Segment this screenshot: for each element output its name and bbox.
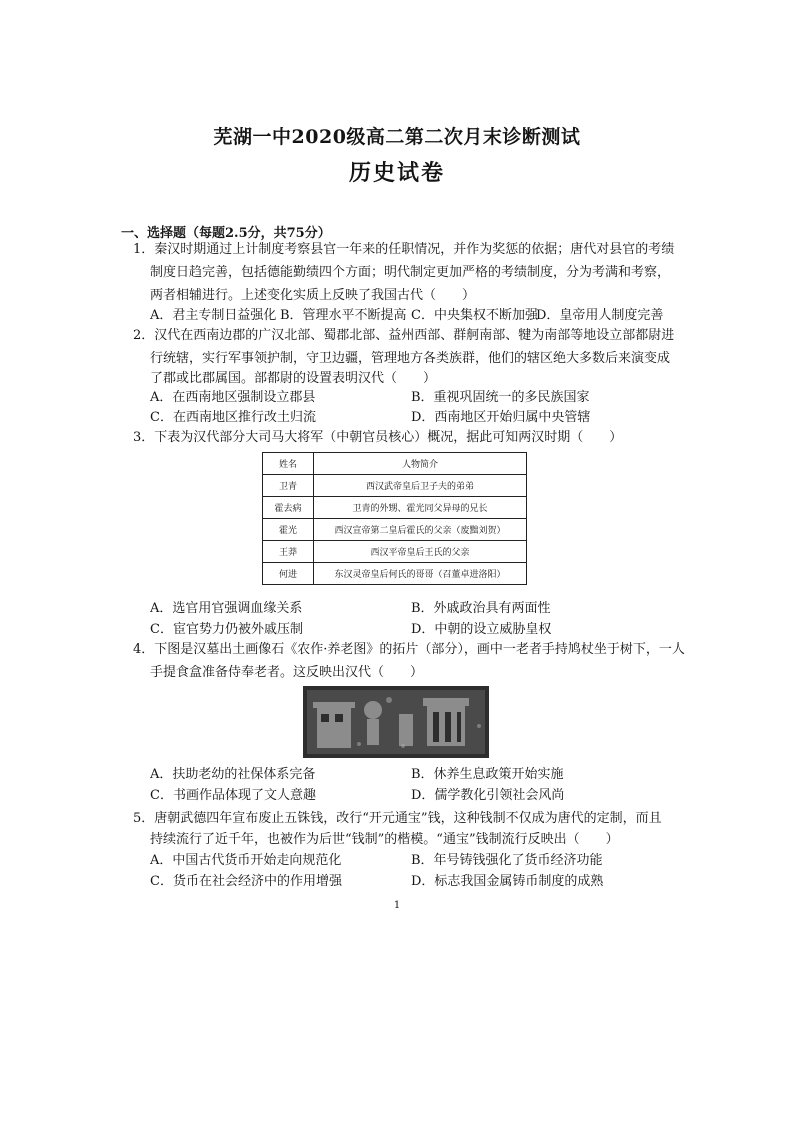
q2-option-d: D．西南地区开始归属中央管辖	[411, 410, 591, 425]
exam-title: 芜湖一中2020级高二第二次月末诊断测试	[213, 126, 581, 148]
q5-option-c: C．货币在社会经济中的作用增强	[150, 874, 342, 889]
q1-line-1: 1．秦汉时期通过上计制度考察县官一年来的任职情况，并作为奖惩的依据；唐代对县官的考绩	[133, 242, 675, 257]
table-cell-name: 何进	[263, 563, 314, 585]
q4-option-c: C．书画作品体现了文人意趣	[150, 788, 316, 803]
q2-line-3: 了郡或比郡属国。部都尉的设置表明汉代（ ）	[150, 371, 437, 386]
table-row	[263, 519, 527, 541]
table-cell-name: 卫青	[263, 475, 314, 497]
table-cell-name: 霍光	[263, 519, 314, 541]
table-cell-bio: 西汉宣帝第二皇后霍氏的父亲（废黜刘贺）	[314, 519, 527, 541]
q4-option-d: D．儒学教化引领社会风尚	[411, 788, 565, 803]
section-heading: 一、选择题（每题2.5分，共75分）	[121, 226, 331, 241]
q1-line-3: 两者相辅进行。上述变化实质上反映了我国古代（ ）	[150, 288, 476, 303]
q4-line-1: 4．下图是汉墓出土画像石《农作·养老图》的拓片（部分），画中一老者手持鸠杖坐于树下，一人	[133, 642, 685, 657]
q1-option-c: C．中央集权不断加强	[411, 308, 538, 323]
officials-table	[262, 452, 527, 585]
q4-option-a: A．扶助老幼的社保体系完备	[150, 767, 316, 782]
table-cell-bio: 东汉灵帝皇后何氏的哥哥（召董卓进洛阳）	[314, 563, 527, 585]
page-number: 1	[393, 900, 401, 911]
table-cell-bio: 西汉平帝皇后王氏的父亲	[314, 541, 527, 563]
q2-option-c: C．在西南地区推行改土归流	[150, 410, 316, 425]
table-cell-name: 王莽	[263, 541, 314, 563]
q2-line-2: 行统辖，实行军事领护制，守卫边疆，管理地方各类族群，他们的辖区绝大多数后来演变成	[150, 351, 671, 366]
table-header-name: 姓名	[263, 453, 314, 475]
table-header-row	[263, 453, 527, 475]
q5-line-2: 持续流行了近千年，也被作为后世“钱制”的楷模。“通宝”钱制流行反映出（ ）	[150, 832, 619, 847]
table-cell-name: 霍去病	[263, 497, 314, 519]
stone-rubbing-image	[303, 686, 489, 758]
table-row	[263, 497, 527, 519]
stone-rubbing-illustration	[303, 686, 489, 758]
q4-option-b: B．休养生息政策开始实施	[411, 767, 564, 782]
q3-option-b: B．外戚政治具有两面性	[411, 601, 551, 616]
q1-option-a: A．君主专制日益强化	[150, 308, 277, 323]
q1-line-2: 制度日趋完善，包括德能勤绩四个方面；明代制定更加严格的考绩制度，分为考满和考察，	[150, 265, 671, 280]
q2-option-b: B．重视巩固统一的多民族国家	[411, 390, 590, 405]
table-row	[263, 563, 527, 585]
q3-option-a: A．选官用官强调血缘关系	[150, 601, 303, 616]
q4-line-2: 手提食盒准备侍奉老者。这反映出汉代（ ）	[150, 665, 424, 680]
q2-option-a: A．在西南地区强制设立郡县	[150, 390, 316, 405]
table-cell-bio: 卫青的外甥、霍光同父异母的兄长	[314, 497, 527, 519]
exam-subtitle: 历史试卷	[348, 160, 445, 186]
q1-option-d: D．皇帝用人制度完善	[536, 308, 664, 323]
q3-option-d: D．中朝的设立威胁皇权	[411, 622, 552, 637]
q3-option-c: C．宦官势力仍被外戚压制	[150, 622, 303, 637]
table-row	[263, 541, 527, 563]
q5-option-d: D．标志我国金属铸币制度的成熟	[411, 874, 604, 889]
q1-option-b: B．管理水平不断提高	[280, 308, 407, 323]
table-row	[263, 475, 527, 497]
table-header-bio: 人物简介	[314, 453, 527, 475]
q3-line-1: 3．下表为汉代部分大司马大将军（中朝官员核心）概况，据此可知两汉时期（ ）	[133, 430, 623, 445]
q5-option-b: B．年号铸钱强化了货币经济功能	[411, 853, 603, 868]
q5-option-a: A．中国古代货币开始走向规范化	[150, 853, 342, 868]
q2-line-1: 2．汉代在西南边郡的广汉北部、蜀郡北部、益州西部、群舸南部、犍为南部等地设立部都尉进	[133, 328, 675, 343]
table-cell-bio: 西汉武帝皇后卫子夫的弟弟	[314, 475, 527, 497]
q5-line-1: 5．唐朝武德四年宣布废止五铢钱，改行“开元通宝”钱，这种钱制不仅成为唐代的定制，而且	[133, 811, 662, 826]
